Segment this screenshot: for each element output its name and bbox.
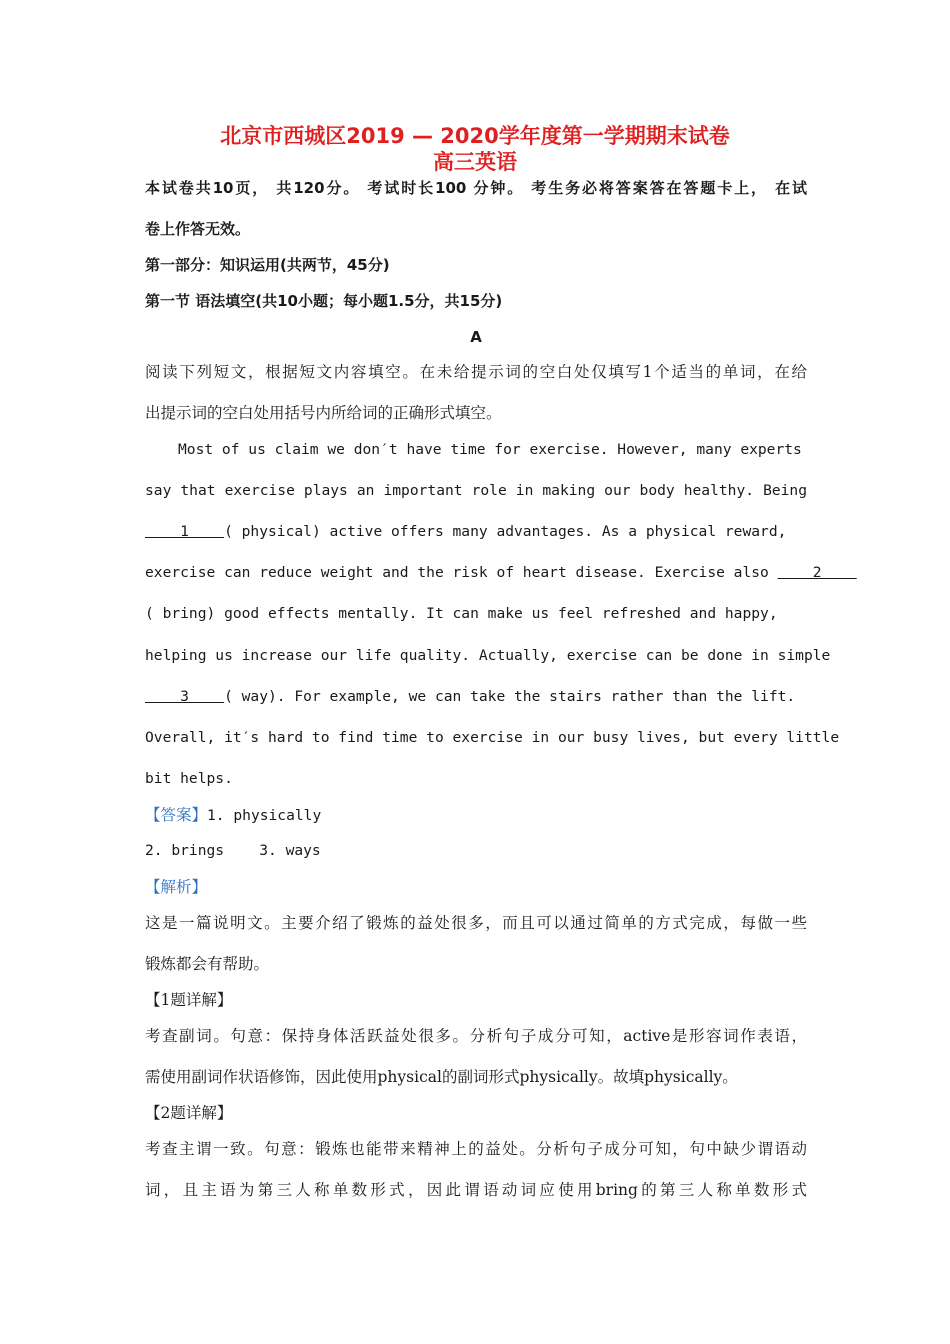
document-title: 北京市西城区2019 — 2020学年度第一学期期末试卷 xyxy=(220,124,730,148)
answer-line-1 xyxy=(145,805,807,826)
passage-line-4-text: exercise can reduce weight and the risk of heart disease. Exercise also xyxy=(145,564,769,581)
passage-line-2: say that exercise plays an important role in making our body healthy. Being xyxy=(145,482,807,499)
passage-line-3-text: ( physical) active offers many advantages. As a physical reward, xyxy=(224,523,787,540)
passage-letter: A xyxy=(470,328,482,346)
passage-line-9: bit helps. xyxy=(145,770,233,787)
directions-line-1: 阅读下列短文，根据短文内容填空。在未给提示词的空白处仅填写1个适当的单词，在给 xyxy=(145,363,807,381)
directions-line-2: 出提示词的空白处用括号内所给词的正确形式填空。 xyxy=(145,404,502,422)
detail-2-line-1: 考查主谓一致。句意：锻炼也能带来精神上的益处。分析句子成分可知，句中缺少谓语动 xyxy=(145,1140,807,1158)
blank-3: 3 xyxy=(145,688,225,705)
passage-line-7-text: ( way). For example, we can take the stairs rather than the lift. xyxy=(224,688,796,705)
instructions-line-1: 本试卷共10页， 共120分。 考试时长100 分钟。 考生务必将答案答在答题卡上， 在试 xyxy=(145,179,807,197)
passage-line-4 xyxy=(145,563,857,583)
answer-label: 【答案】 xyxy=(145,806,208,824)
analysis-paragraph-line-2: 锻炼都会有帮助。 xyxy=(145,955,270,973)
passage-line-5: ( bring) good effects mentally. It can make us feel refreshed and happy, xyxy=(145,605,778,622)
blank-1: 1 xyxy=(145,523,225,540)
passage-line-8: Overall, it′s hard to find time to exercise in our busy lives, but every little xyxy=(145,729,840,746)
answer-line-2: 2. brings 3. ways xyxy=(145,842,321,859)
analysis-paragraph-line-1: 这是一篇说明文。主要介绍了锻炼的益处很多，而且可以通过简单的方式完成，每做一些 xyxy=(145,914,807,932)
section-heading: 第一节 语法填空(共10小题；每小题1.5分，共15分) xyxy=(145,292,503,310)
detail-1-line-2: 需使用副词作状语修饰，因此使用physical的副词形式physically。故填physically。 xyxy=(145,1068,738,1086)
document-subtitle: 高三英语 xyxy=(433,150,517,174)
detail-1-line-1: 考查副词。句意：保持身体活跃益处很多。分析句子成分可知，active是形容词作表语， xyxy=(145,1027,807,1045)
passage-line-6: helping us increase our life quality. Actually, exercise can be done in simple xyxy=(145,647,831,664)
passage-line-3 xyxy=(145,522,807,542)
detail-2-line-2: 词，且主语为第三人称单数形式，因此谓语动词应使用bring的第三人称单数形式 xyxy=(145,1181,807,1199)
detail-2-label: 【2题详解】 xyxy=(145,1104,233,1122)
passage-line-1: Most of us claim we don′t have time for exercise. However, many experts xyxy=(178,441,802,458)
analysis-label: 【解析】 xyxy=(145,878,208,896)
answer-1: 1. physically xyxy=(207,807,322,824)
detail-1-label: 【1题详解】 xyxy=(145,991,233,1009)
instructions-line-2: 卷上作答无效。 xyxy=(145,220,251,238)
blank-2: 2 xyxy=(777,564,857,581)
passage-line-7 xyxy=(145,687,807,707)
part-heading: 第一部分：知识运用(共两节，45分) xyxy=(145,256,390,274)
